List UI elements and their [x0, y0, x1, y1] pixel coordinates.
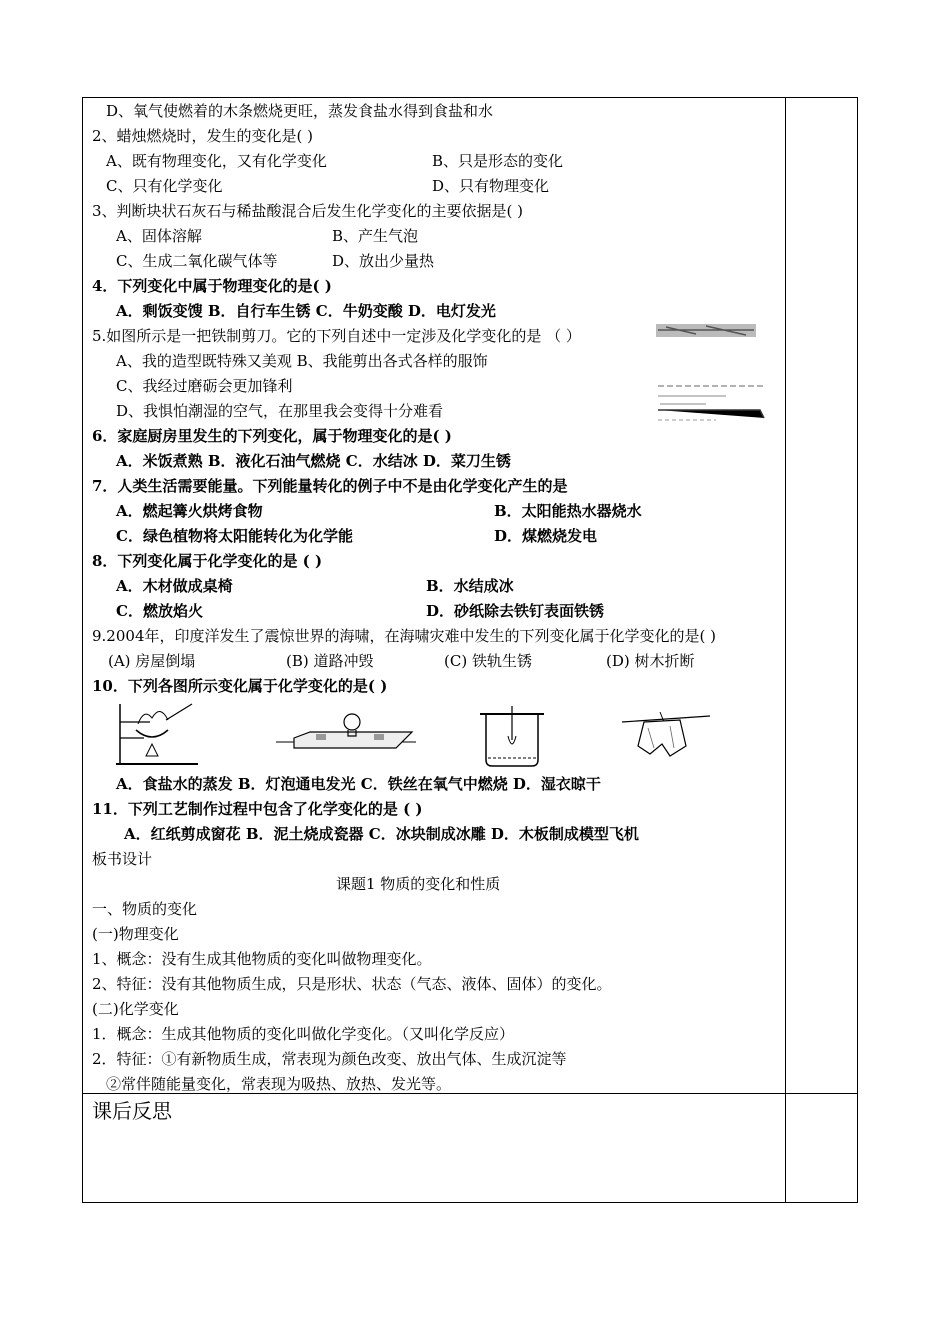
q5-option-c: C、我经过磨砺会更加锋利: [116, 377, 293, 395]
light-bulb-circuit-image: [276, 712, 416, 754]
q7-option-c: C．绿色植物将太阳能转化为化学能: [116, 527, 353, 545]
reflection-heading: 课后反思: [92, 1099, 172, 1123]
chemical-feature-1: 2．特征：①有新物质生成，常表现为颜色改变、放出气体、生成沉淀等: [92, 1050, 567, 1068]
evaporation-apparatus-image: [108, 700, 203, 768]
chemical-change-heading: (二)化学变化: [92, 1000, 179, 1018]
physical-change-heading: (一)物理变化: [92, 925, 179, 943]
q3-option-d: D、放出少量热: [332, 252, 435, 270]
scissors-image-bottom: [656, 382, 766, 426]
wet-clothes-drying-image: [620, 708, 712, 760]
q8-option-a: A．木材做成桌椅: [116, 577, 233, 595]
physical-concept: 1、概念：没有生成其他物质的变化叫做物理变化。: [92, 950, 432, 968]
q5-option-d: D、我惧怕潮湿的空气，在那里我会变得十分难看: [116, 402, 444, 420]
q2-option-d: D、只有物理变化: [432, 177, 550, 195]
lesson-title: 课题1 物质的变化和性质: [336, 875, 501, 893]
q7-option-a: A．燃起篝火烘烤食物: [116, 502, 263, 520]
q8-option-d: D．砂纸除去铁钉表面铁锈: [426, 602, 605, 620]
q3-option-a: A、固体溶解: [116, 227, 202, 245]
iron-wire-burning-image: [476, 706, 548, 768]
question-2: 2、蜡烛燃烧时，发生的变化是( ): [92, 127, 314, 145]
chemical-feature-2: ②常伴随能量变化，常表现为吸热、放热、发光等。: [106, 1075, 452, 1093]
scissors-image-top: [656, 322, 760, 340]
question-5: 5.如图所示是一把铁制剪刀。它的下列自述中一定涉及化学变化的是 （ ）: [92, 327, 581, 345]
q9-option-a: (A) 房屋倒塌: [108, 652, 196, 670]
q9-option-d: (D) 树木折断: [606, 652, 695, 670]
question-8: 8．下列变化属于化学变化的是 ( ): [92, 552, 323, 570]
question-7: 7．人类生活需要能量。下列能量转化的例子中不是由化学变化产生的是: [92, 477, 568, 495]
q3-option-b: B、产生气泡: [332, 227, 419, 245]
q1-option-d: D、氧气使燃着的木条燃烧更旺，蒸发食盐水得到食盐和水: [106, 102, 494, 120]
physical-feature: 2、特征：没有其他物质生成，只是形状、状态（气态、液体、固体）的变化。: [92, 975, 612, 993]
q2-option-c: C、只有化学变化: [106, 177, 223, 195]
q9-option-b: (B) 道路冲毁: [286, 652, 374, 670]
board-design-heading: 板书设计: [92, 850, 153, 868]
q4-options: A．剩饭变馊 B．自行车生锈 C．牛奶变酸 D．电灯发光: [116, 302, 496, 320]
q10-options: A．食盐水的蒸发 B．灯泡通电发光 C．铁丝在氧气中燃烧 D．湿衣晾干: [116, 775, 601, 793]
chemical-concept: 1．概念：生成其他物质的变化叫做化学变化。（又叫化学反应）: [92, 1025, 515, 1043]
q7-option-d: D．煤燃烧发电: [494, 527, 598, 545]
q8-option-b: B．水结成冰: [426, 577, 514, 595]
q11-options: A．红纸剪成窗花 B．泥土烧成瓷器 C．冰块制成冰雕 D．木板制成模型飞机: [124, 825, 639, 843]
section-1-heading: 一、物质的变化: [92, 900, 198, 918]
column-divider: [785, 97, 786, 1203]
question-11: 11．下列工艺制作过程中包含了化学变化的是 ( ): [92, 800, 423, 818]
question-9: 9.2004年，印度洋发生了震惊世界的海啸，在海啸灾难中发生的下列变化属于化学变化的是( ): [92, 627, 716, 645]
q3-option-c: C、生成二氧化碳气体等: [116, 252, 278, 270]
question-10: 10．下列各图所示变化属于化学变化的是( ): [92, 677, 388, 695]
q2-option-a: A、既有物理变化，又有化学变化: [106, 152, 327, 170]
question-6: 6．家庭厨房里发生的下列变化，属于物理变化的是( ): [92, 427, 452, 445]
q6-options: A．米饭煮熟 B．液化石油气燃烧 C．水结冰 D．菜刀生锈: [116, 452, 511, 470]
q7-option-b: B．太阳能热水器烧水: [494, 502, 642, 520]
question-3: 3、判断块状石灰石与稀盐酸混合后发生化学变化的主要依据是( ): [92, 202, 524, 220]
q8-option-c: C．燃放焰火: [116, 602, 203, 620]
q5-options-ab: A、我的造型既特殊又美观 B、我能剪出各式各样的服饰: [116, 352, 488, 370]
question-4: 4．下列变化中属于物理变化的是( ): [92, 277, 332, 295]
q9-option-c: (C) 铁轨生锈: [444, 652, 532, 670]
q2-option-b: B、只是形态的变化: [432, 152, 564, 170]
